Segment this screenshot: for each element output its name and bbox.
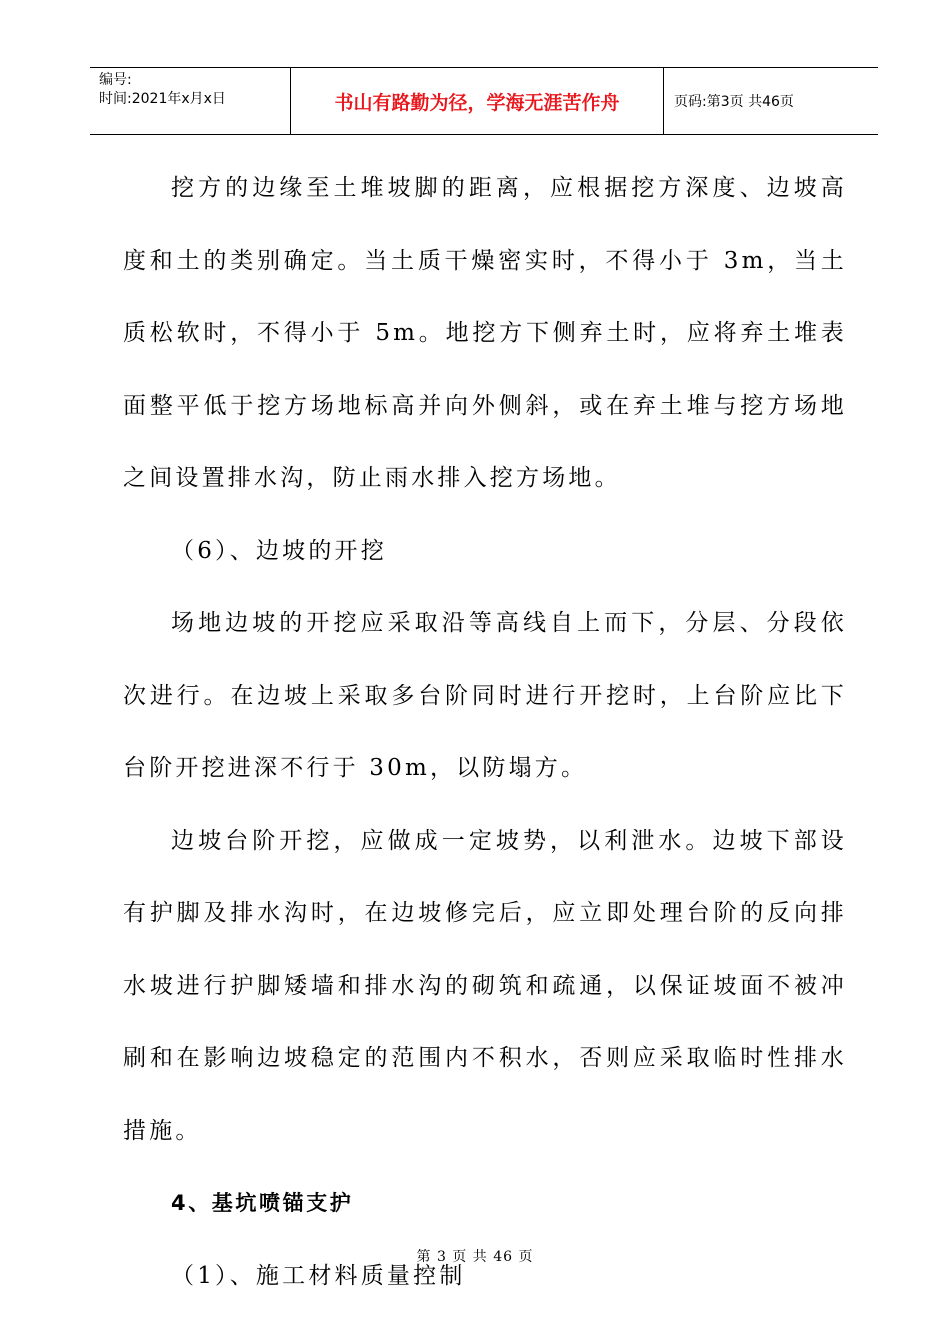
- paragraph-spoil-distance: 挖方的边缘至土堆坡脚的距离，应根据挖方深度、边坡高度和土的类别确定。当土质干燥密实时，不得小于 3m，当土质松软时，不得小于 5m。地挖方下侧弃土时，应将弃土堆表面整平低于挖方场地标高并向外侧斜，或在弃土堆与挖方场地之间设置排水沟，防止雨水排入挖方场地。: [123, 175, 847, 491]
- section-heading-shotcrete-anchor: 4、基坑喷锚支护: [171, 1191, 354, 1215]
- page-header: [90, 67, 878, 135]
- header-meta-cell: [90, 68, 291, 134]
- document-number-label: 编号:: [99, 72, 132, 88]
- page-footer: 第 3 页 共 46 页: [416, 1249, 534, 1265]
- paragraph-slope-excavation: 场地边坡的开挖应采取沿等高线自上而下，分层、分段依次进行。在边坡上采取多台阶同时进行开挖时，上台阶应比下台阶开挖进深不行于 30m，以防塌方。: [123, 610, 847, 781]
- document-body: [123, 152, 847, 1312]
- subsection-heading-slope-excavation: （6）、边坡的开挖: [171, 537, 387, 564]
- paragraph-slope-drainage: 边坡台阶开挖，应做成一定坡势，以利泄水。边坡下部设有护脚及排水沟时，在边坡修完后，应立即处理台阶的反向排水坡进行护脚矮墙和排水沟的砌筑和疏通，以保证坡面不被冲刷和在影响边坡稳定的范围内不积水，否则应采取临时性排水措施。: [123, 827, 847, 1144]
- subsection-heading-material-quality: （1）、施工材料质量控制: [171, 1262, 466, 1289]
- document-time-label: 时间:2021年x月x日: [99, 91, 226, 107]
- header-page-info: 页码:第3页 共46页: [674, 94, 794, 110]
- header-motto: 书山有路勤为径，学海无涯苦作舟: [291, 68, 664, 134]
